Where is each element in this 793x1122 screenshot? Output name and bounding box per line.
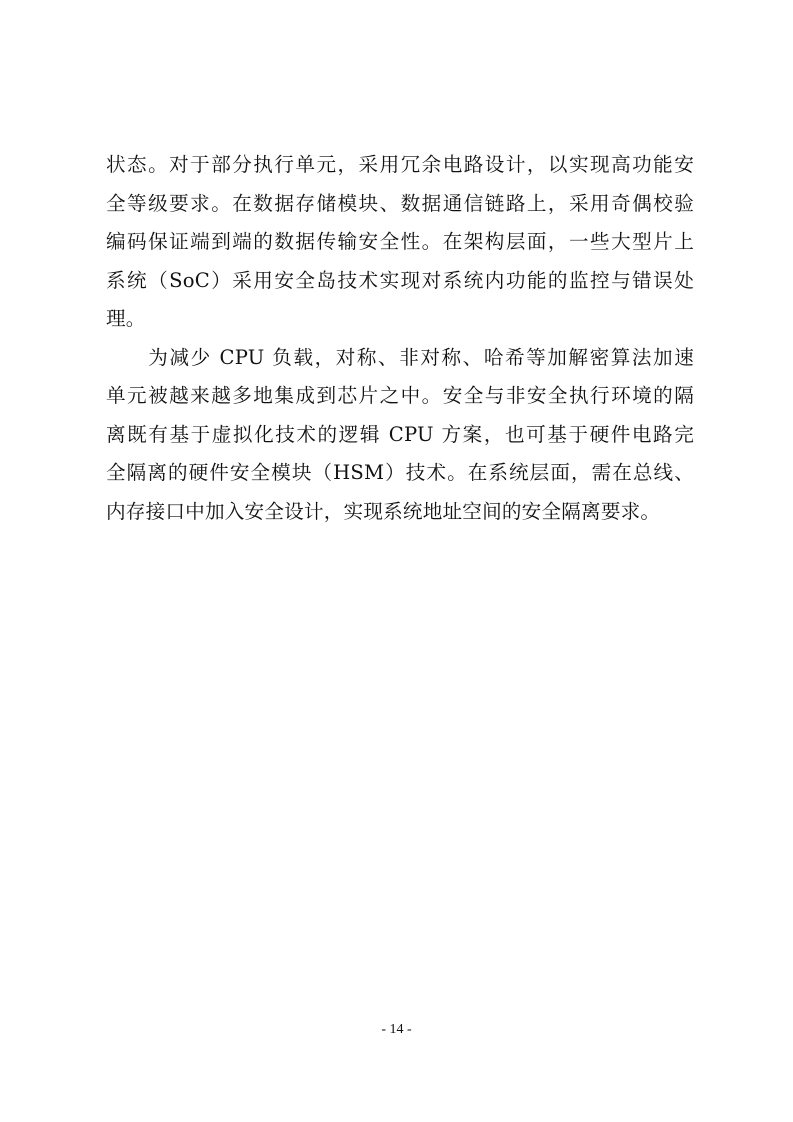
paragraph-2-line-3: 离既有基于虚拟化技术的逻辑 CPU 方案，也可基于硬件电路完 bbox=[106, 422, 694, 446]
page-number: - 14 - bbox=[381, 1022, 412, 1037]
paragraph-2-line-1: 为减少 CPU 负载，对称、非对称、哈希等加解密算法加速 bbox=[106, 345, 694, 369]
paragraph-2-line-4: 全隔离的硬件安全模块（HSM）技术。在系统层面，需在总线、 bbox=[106, 461, 694, 484]
paragraph-2-line-5: 内存接口中加入安全设计，实现系统地址空间的安全隔离要求。 bbox=[106, 499, 661, 523]
paragraph-2-line-2: 单元被越来越多地集成到芯片之中。安全与非安全执行环境的隔 bbox=[106, 384, 694, 407]
paragraph-1-line-3: 编码保证端到端的数据传输安全性。在架构层面，一些大型片上 bbox=[106, 230, 694, 253]
paragraph-1-line-5: 理。 bbox=[106, 307, 146, 330]
paragraph-1-line-1: 状态。对于部分执行单元，采用冗余电路设计，以实现高功能安 bbox=[106, 153, 694, 176]
body-text bbox=[106, 146, 694, 531]
paragraph-1-line-2: 全等级要求。在数据存储模块、数据通信链路上，采用奇偶校验 bbox=[106, 191, 694, 215]
paragraph-1-line-4: 系统（SoC）采用安全岛技术实现对系统内功能的监控与错误处 bbox=[106, 268, 694, 292]
